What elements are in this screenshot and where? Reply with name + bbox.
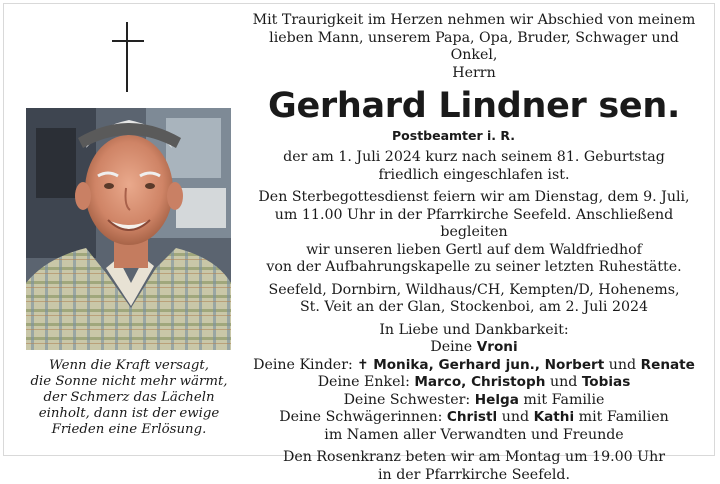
mourner-sisters-in-law bbox=[252, 409, 696, 427]
rosary-line: Den Rosenkranz beten wir am Montag um 19.00 Uhr bbox=[252, 449, 696, 467]
deceased-cross-icon: ✝ bbox=[357, 357, 368, 373]
suffix: mit Familien bbox=[579, 409, 669, 425]
portrait-photo bbox=[26, 108, 231, 350]
verse-line: Frieden eine Erlösung. bbox=[20, 422, 238, 438]
death-line: friedlich eingeschlafen ist. bbox=[252, 167, 696, 185]
conjunction: und bbox=[550, 374, 577, 390]
places-line: St. Veit an der Glan, Stockenboi, am 2. Juli 2024 bbox=[252, 299, 696, 317]
intro-line: Mit Traurigkeit im Herzen nehmen wir Abschied von meinem bbox=[252, 12, 696, 30]
conjunction: und bbox=[609, 357, 636, 373]
mourners bbox=[252, 322, 696, 445]
service-line: von der Aufbahrungskapelle zu seiner letzten Ruhestätte. bbox=[252, 259, 696, 277]
sister-in-law-name: Christl bbox=[447, 409, 497, 425]
sister-in-law-name: Kathi bbox=[534, 409, 575, 425]
grandchildren-names: Marco, Christoph bbox=[414, 374, 545, 390]
rosary-notice bbox=[252, 449, 696, 484]
places-line: Seefeld, Dornbirn, Wildhaus/CH, Kempten/D, Hohenems, bbox=[252, 282, 696, 300]
verse-line: Wenn die Kraft versagt, bbox=[20, 358, 238, 374]
death-notice bbox=[252, 149, 696, 184]
intro-line: lieben Mann, unserem Papa, Opa, Bruder, Schwager und Onkel, bbox=[252, 30, 696, 65]
deceased-name: Gerhard Lindner sen. bbox=[252, 88, 696, 124]
mourner-children bbox=[252, 357, 696, 375]
farewell-verse bbox=[20, 358, 238, 438]
service-line: um 11.00 Uhr in der Pfarrkirche Seefeld. Anschließend begleiten bbox=[252, 207, 696, 242]
label: Deine Kinder: bbox=[253, 357, 353, 373]
child-name: Renate bbox=[641, 357, 695, 373]
mourner-wife bbox=[252, 339, 696, 357]
obituary-text bbox=[252, 12, 696, 484]
verse-line: der Schmerz das Lächeln bbox=[20, 390, 238, 406]
mourners-intro: In Liebe und Dankbarkeit: bbox=[252, 322, 696, 340]
verse-line: die Sonne nicht mehr wärmt, bbox=[20, 374, 238, 390]
rosary-line: in der Pfarrkirche Seefeld. bbox=[252, 467, 696, 484]
suffix: mit Familie bbox=[523, 392, 604, 408]
funeral-service bbox=[252, 189, 696, 277]
grandchild-name: Tobias bbox=[582, 374, 630, 390]
service-line: Den Sterbegottesdienst feiern wir am Dienstag, dem 9. Juli, bbox=[252, 189, 696, 207]
places-date bbox=[252, 282, 696, 317]
cross-icon bbox=[112, 22, 144, 92]
intro-text bbox=[252, 12, 696, 82]
verse-line: einholt, dann ist der ewige bbox=[20, 406, 238, 422]
label: Deine Schwägerinnen: bbox=[279, 409, 442, 425]
intro-line: Herrn bbox=[252, 65, 696, 83]
death-line: der am 1. Juli 2024 kurz nach seinem 81. Geburtstag bbox=[252, 149, 696, 167]
conjunction: und bbox=[502, 409, 529, 425]
wife-name: Vroni bbox=[477, 339, 518, 355]
label: Deine Schwester: bbox=[344, 392, 471, 408]
mourner-grandchildren bbox=[252, 374, 696, 392]
mourner-sister bbox=[252, 392, 696, 410]
mourner-relatives: im Namen aller Verwandten und Freunde bbox=[252, 427, 696, 445]
sister-name: Helga bbox=[475, 392, 519, 408]
label: Deine Enkel: bbox=[318, 374, 410, 390]
service-line: wir unseren lieben Gertl auf dem Waldfriedhof bbox=[252, 242, 696, 260]
children-names: Monika, Gerhard jun., Norbert bbox=[373, 357, 604, 373]
occupation: Postbeamter i. R. bbox=[392, 128, 696, 144]
label: Deine bbox=[430, 339, 472, 355]
